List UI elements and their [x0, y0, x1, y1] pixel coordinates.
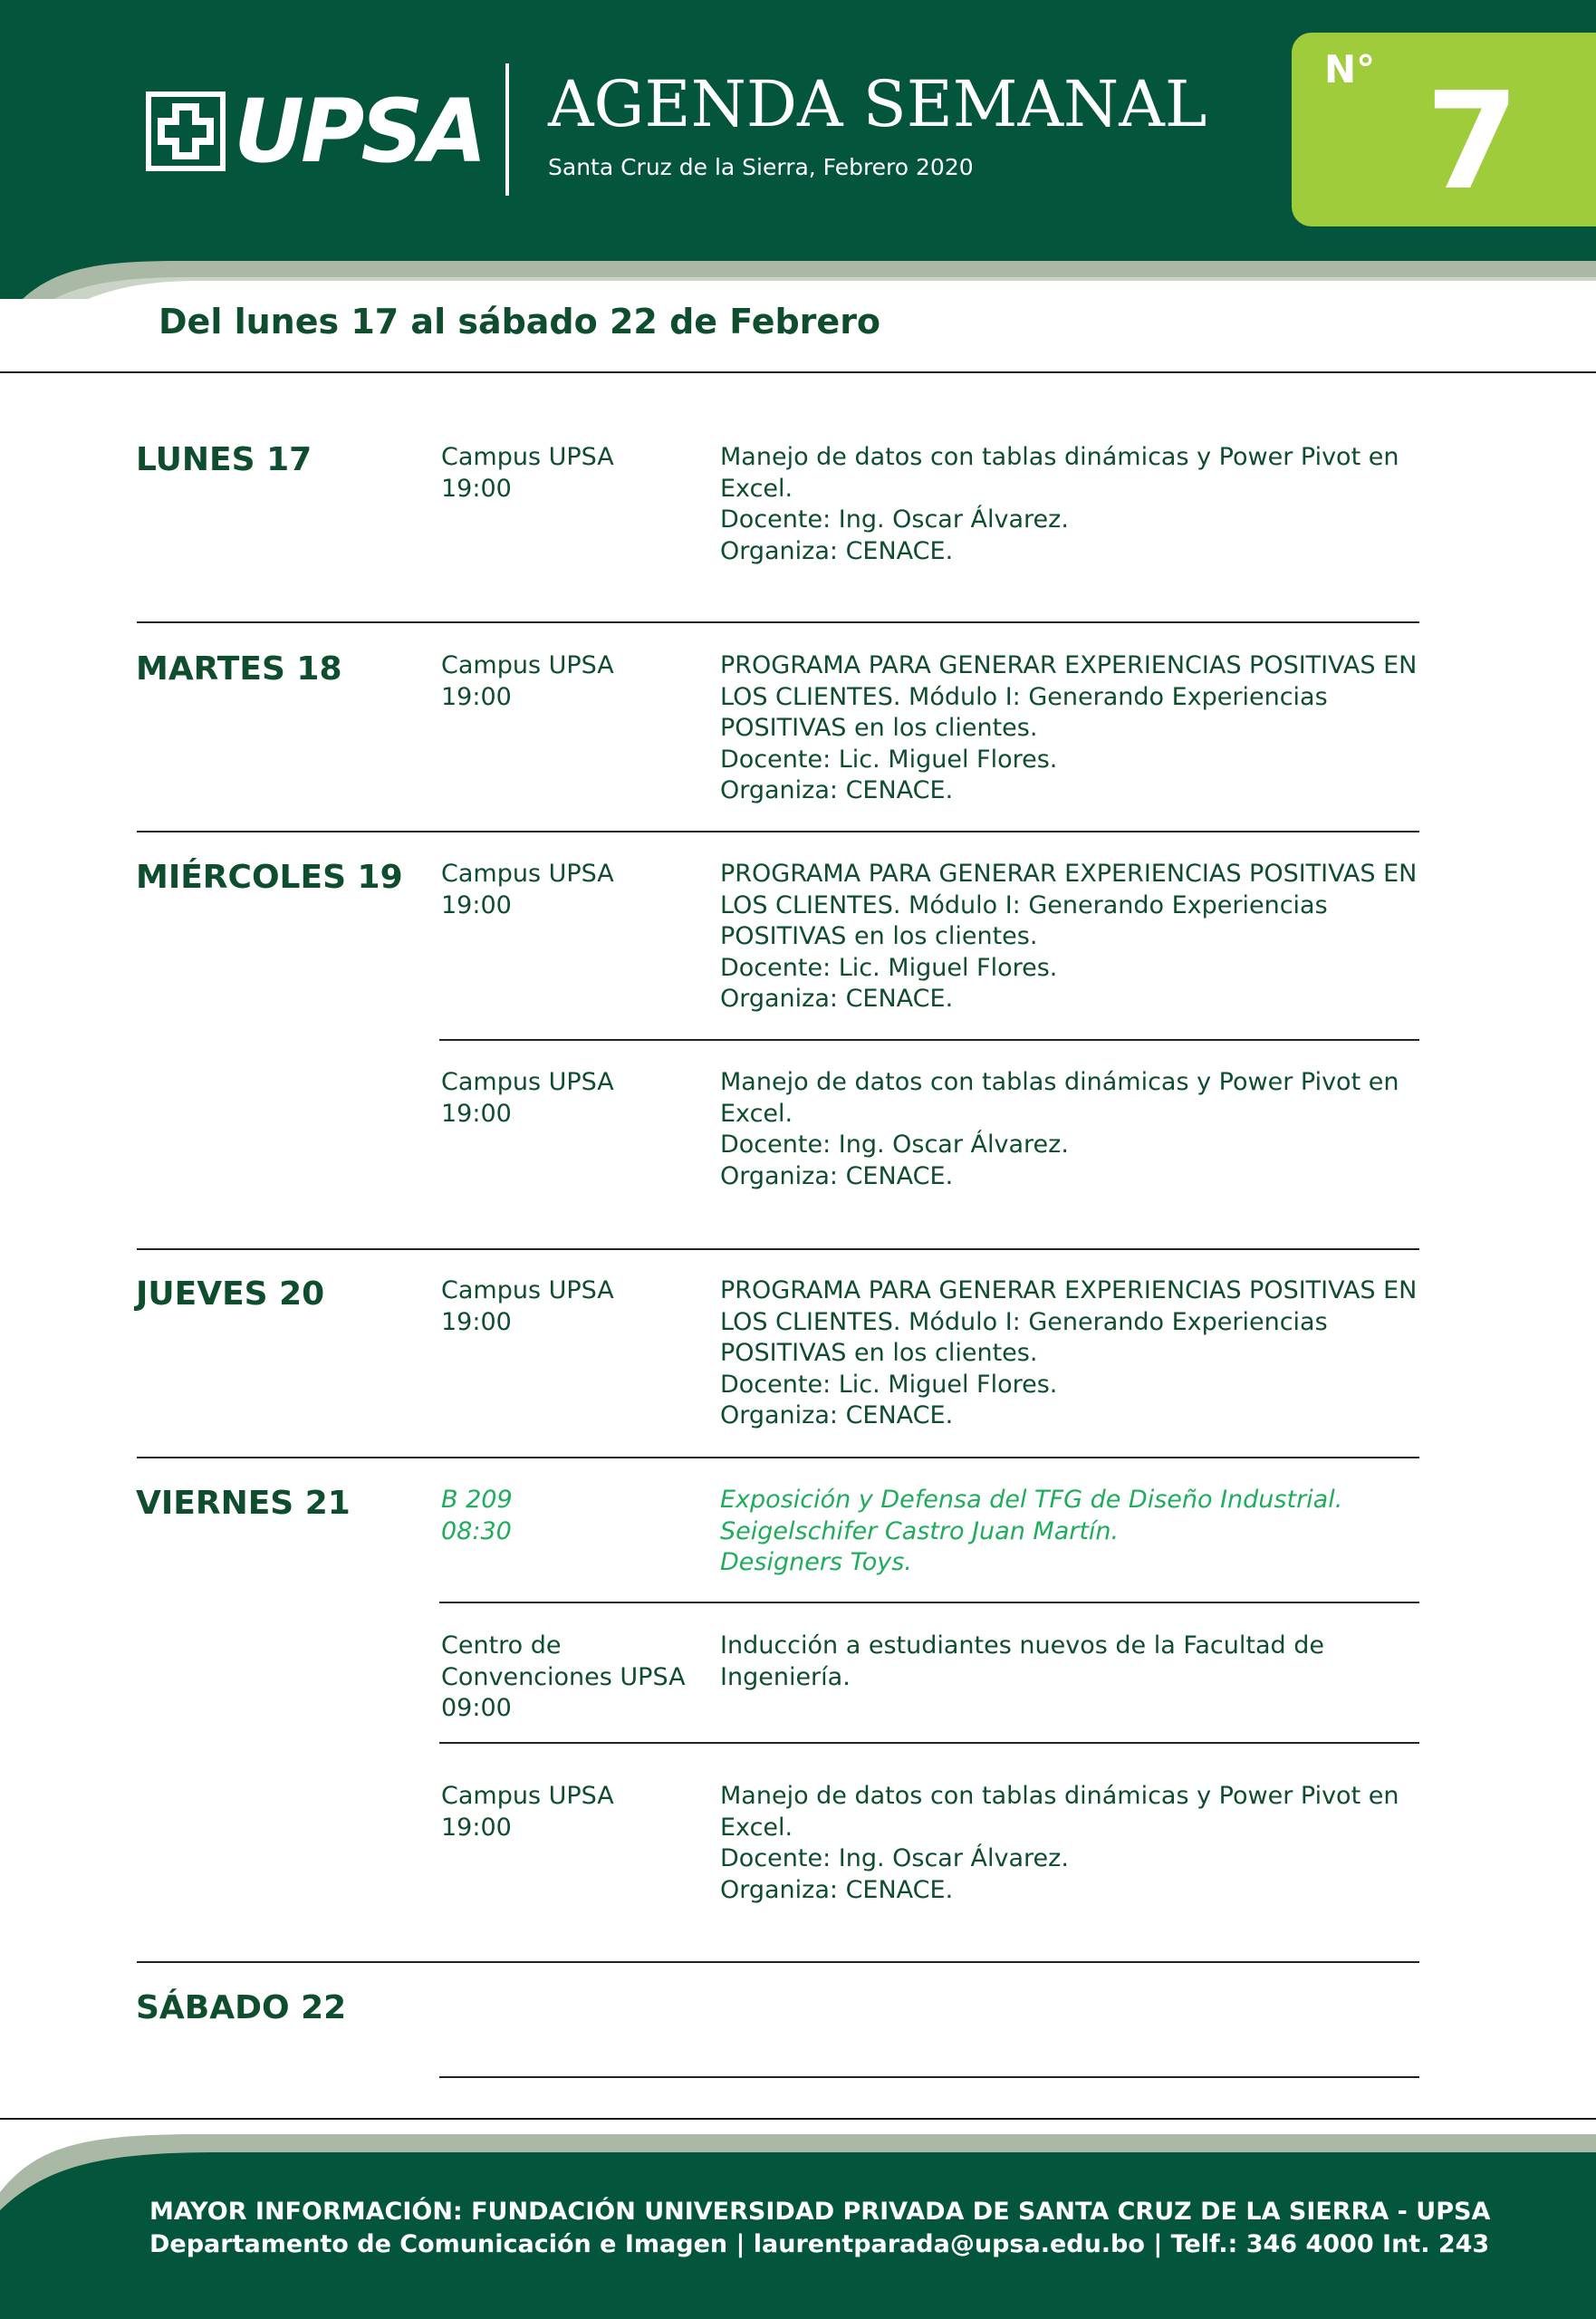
row-divider [137, 1961, 1419, 1963]
page-subtitle: Santa Cruz de la Sierra, Febrero 2020 [548, 154, 974, 180]
event-description: Exposición y Defensa del TFG de Diseño Industrial. Seigelschifer Castro Juan Martín. Designers Toys. [720, 1486, 1343, 1576]
event-description: Inducción a estudiantes nuevos de la Facultad de Ingeniería. [720, 1631, 1324, 1691]
day-label: JUEVES 20 [136, 1275, 325, 1313]
event-location: Campus UPSA 19:00 [441, 1782, 614, 1842]
issue-number-badge [1292, 33, 1596, 226]
day-label: SÁBADO 22 [136, 1989, 347, 2026]
upsa-logo [145, 82, 484, 181]
issue-number-label: N° [1324, 47, 1376, 91]
upsa-emblem-icon [145, 91, 226, 172]
event-location: Campus UPSA 19:00 [441, 860, 614, 919]
header-divider [505, 63, 509, 196]
row-divider [439, 1039, 1419, 1041]
row-divider [439, 1602, 1419, 1603]
row-divider [439, 2076, 1419, 2078]
row-divider [137, 831, 1419, 832]
footer-contact-line: Departamento de Comunicación e Imagen | laurentparada@upsa.edu.bo | Telf.: 346 4000 Int. 243 [149, 2230, 1490, 2258]
event-location: B 209 08:30 [441, 1486, 513, 1545]
event-description: PROGRAMA PARA GENERAR EXPERIENCIAS POSITIVAS EN LOS CLIENTES. Módulo I: Generando Experiencias POSITIVAS en los clientes. Docente: Lic. Miguel Flores. Organiza: CENACE. [720, 860, 1418, 1013]
day-label: MARTES 18 [136, 650, 342, 688]
event-description: PROGRAMA PARA GENERAR EXPERIENCIAS POSITIVAS EN LOS CLIENTES. Módulo I: Generando Experiencias POSITIVAS en los clientes. Docente: Lic. Miguel Flores. Organiza: CENACE. [720, 651, 1418, 804]
issue-number-value: 7 [1426, 63, 1519, 219]
row-divider [137, 621, 1419, 623]
event-location: Campus UPSA 19:00 [441, 651, 614, 711]
header-banner [0, 0, 1596, 299]
edge-mark [0, 1728, 3, 1766]
event-description: Manejo de datos con tablas dinámicas y Power Pivot en Excel. Docente: Ing. Oscar Álvarez. Organiza: CENACE. [720, 443, 1399, 565]
day-label: VIERNES 21 [136, 1485, 351, 1522]
footer-info-line: MAYOR INFORMACIÓN: FUNDACIÓN UNIVERSIDAD PRIVADA DE SANTA CRUZ DE LA SIERRA - UPSA [149, 2198, 1491, 2226]
page-title: AGENDA SEMANAL [548, 67, 1207, 141]
event-location: Campus UPSA 19:00 [441, 1068, 614, 1128]
week-range: Del lunes 17 al sábado 22 de Febrero [159, 302, 881, 342]
row-divider [439, 1742, 1419, 1744]
header-bottom-rule [0, 371, 1596, 373]
event-description: Manejo de datos con tablas dinámicas y Power Pivot en Excel. Docente: Ing. Oscar Álvarez. Organiza: CENACE. [720, 1068, 1399, 1190]
event-location: Campus UPSA 19:00 [441, 1276, 614, 1336]
row-divider [137, 1457, 1419, 1458]
event-location: Centro de Convenciones UPSA 09:00 [441, 1631, 686, 1722]
event-location: Campus UPSA 19:00 [441, 443, 614, 503]
day-label: LUNES 17 [136, 441, 312, 478]
header-swoosh [0, 254, 1596, 299]
event-description: Manejo de datos con tablas dinámicas y Power Pivot en Excel. Docente: Ing. Oscar Álvarez. Organiza: CENACE. [720, 1782, 1399, 1904]
logo-text: UPSA [234, 81, 484, 182]
event-description: PROGRAMA PARA GENERAR EXPERIENCIAS POSITIVAS EN LOS CLIENTES. Módulo I: Generando Experiencias POSITIVAS en los clientes. Docente: Lic. Miguel Flores. Organiza: CENACE. [720, 1276, 1418, 1429]
day-label: MIÉRCOLES 19 [136, 859, 403, 896]
row-divider [137, 1248, 1419, 1250]
